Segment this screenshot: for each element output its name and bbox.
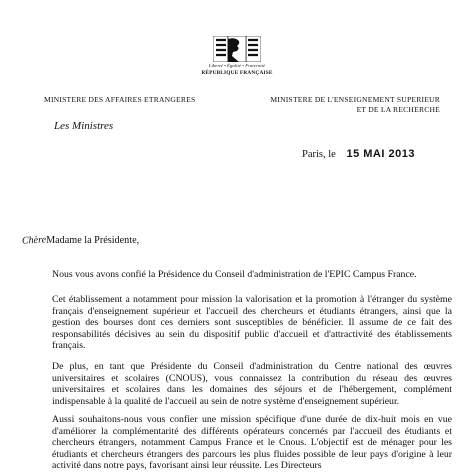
salutation: [22, 235, 139, 246]
ministry-right-line2: ET DE LA RECHERCHE: [356, 104, 440, 114]
date-city: Paris, le: [302, 149, 336, 160]
republic-name: RÉPUBLIQUE FRANÇAISE: [201, 70, 273, 76]
date-stamp: 15 MAI 2013: [346, 148, 415, 160]
ministry-foreign-affairs: MINISTERE DES AFFAIRES ETRANGERES: [44, 95, 196, 104]
republic-motto: Liberté • Égalité • Fraternité: [208, 63, 266, 68]
ministry-right-line1: MINISTERE DE L'ENSEIGNEMENT SUPERIEUR: [270, 95, 440, 104]
paragraph-3: De plus, en tant que Présidente du Conseil d'administration du Centre national des œuvres universitaires et scolaires (CNOUS), vous connaissez la contribution du réseau des œuvres universitaires et scolaires dans les domaines des séjours et de l'hébergement, complément indispensable à la qualité de l'accueil au sein de notre système d'enseignement supérieur.: [52, 361, 452, 407]
date-line: [302, 148, 415, 160]
paragraph-2: Cet établissement a notamment pour mission la valorisation et la promotion à l'étranger du système français d'enseignement supérieur et l'accueil des chercheurs et étudiants étrangers, ainsi que la gestion des bourses dont ces derniers sont susceptibles de bénéficier. Il assume de ce fait des responsabilités décisives au sein du dispositif public d'accueil et d'attractivité des établissements français.: [52, 294, 452, 352]
salutation-text: Madame la Présidente,: [46, 235, 140, 246]
ministry-higher-education: [248, 95, 440, 115]
paragraph-1: Nous vous avons confié la Présidence du Conseil d'administration de l'EPIC Campus France.: [52, 269, 417, 280]
handwritten-greeting: Chère: [21, 234, 47, 247]
paragraph-4: Aussi souhaitons-nous vous confier une mission spécifique d'une durée de dix-huit mois en vue d'améliorer la complémentarité des différents opérateurs concernés par l'accueil des étudiants et chercheurs étrangers, notamment Campus France et le Cnous. L'objectif est de ménager pour les étudiants et chercheurs étrangers des parcours les plus fluides possible de leur pays d'origine à leur activité dans notre pays, favorisant ainsi leur réussite. Les Directeurs: [52, 414, 452, 472]
marianne-logo-icon: [197, 36, 277, 62]
ministers-signature: Les Ministres: [54, 120, 114, 132]
